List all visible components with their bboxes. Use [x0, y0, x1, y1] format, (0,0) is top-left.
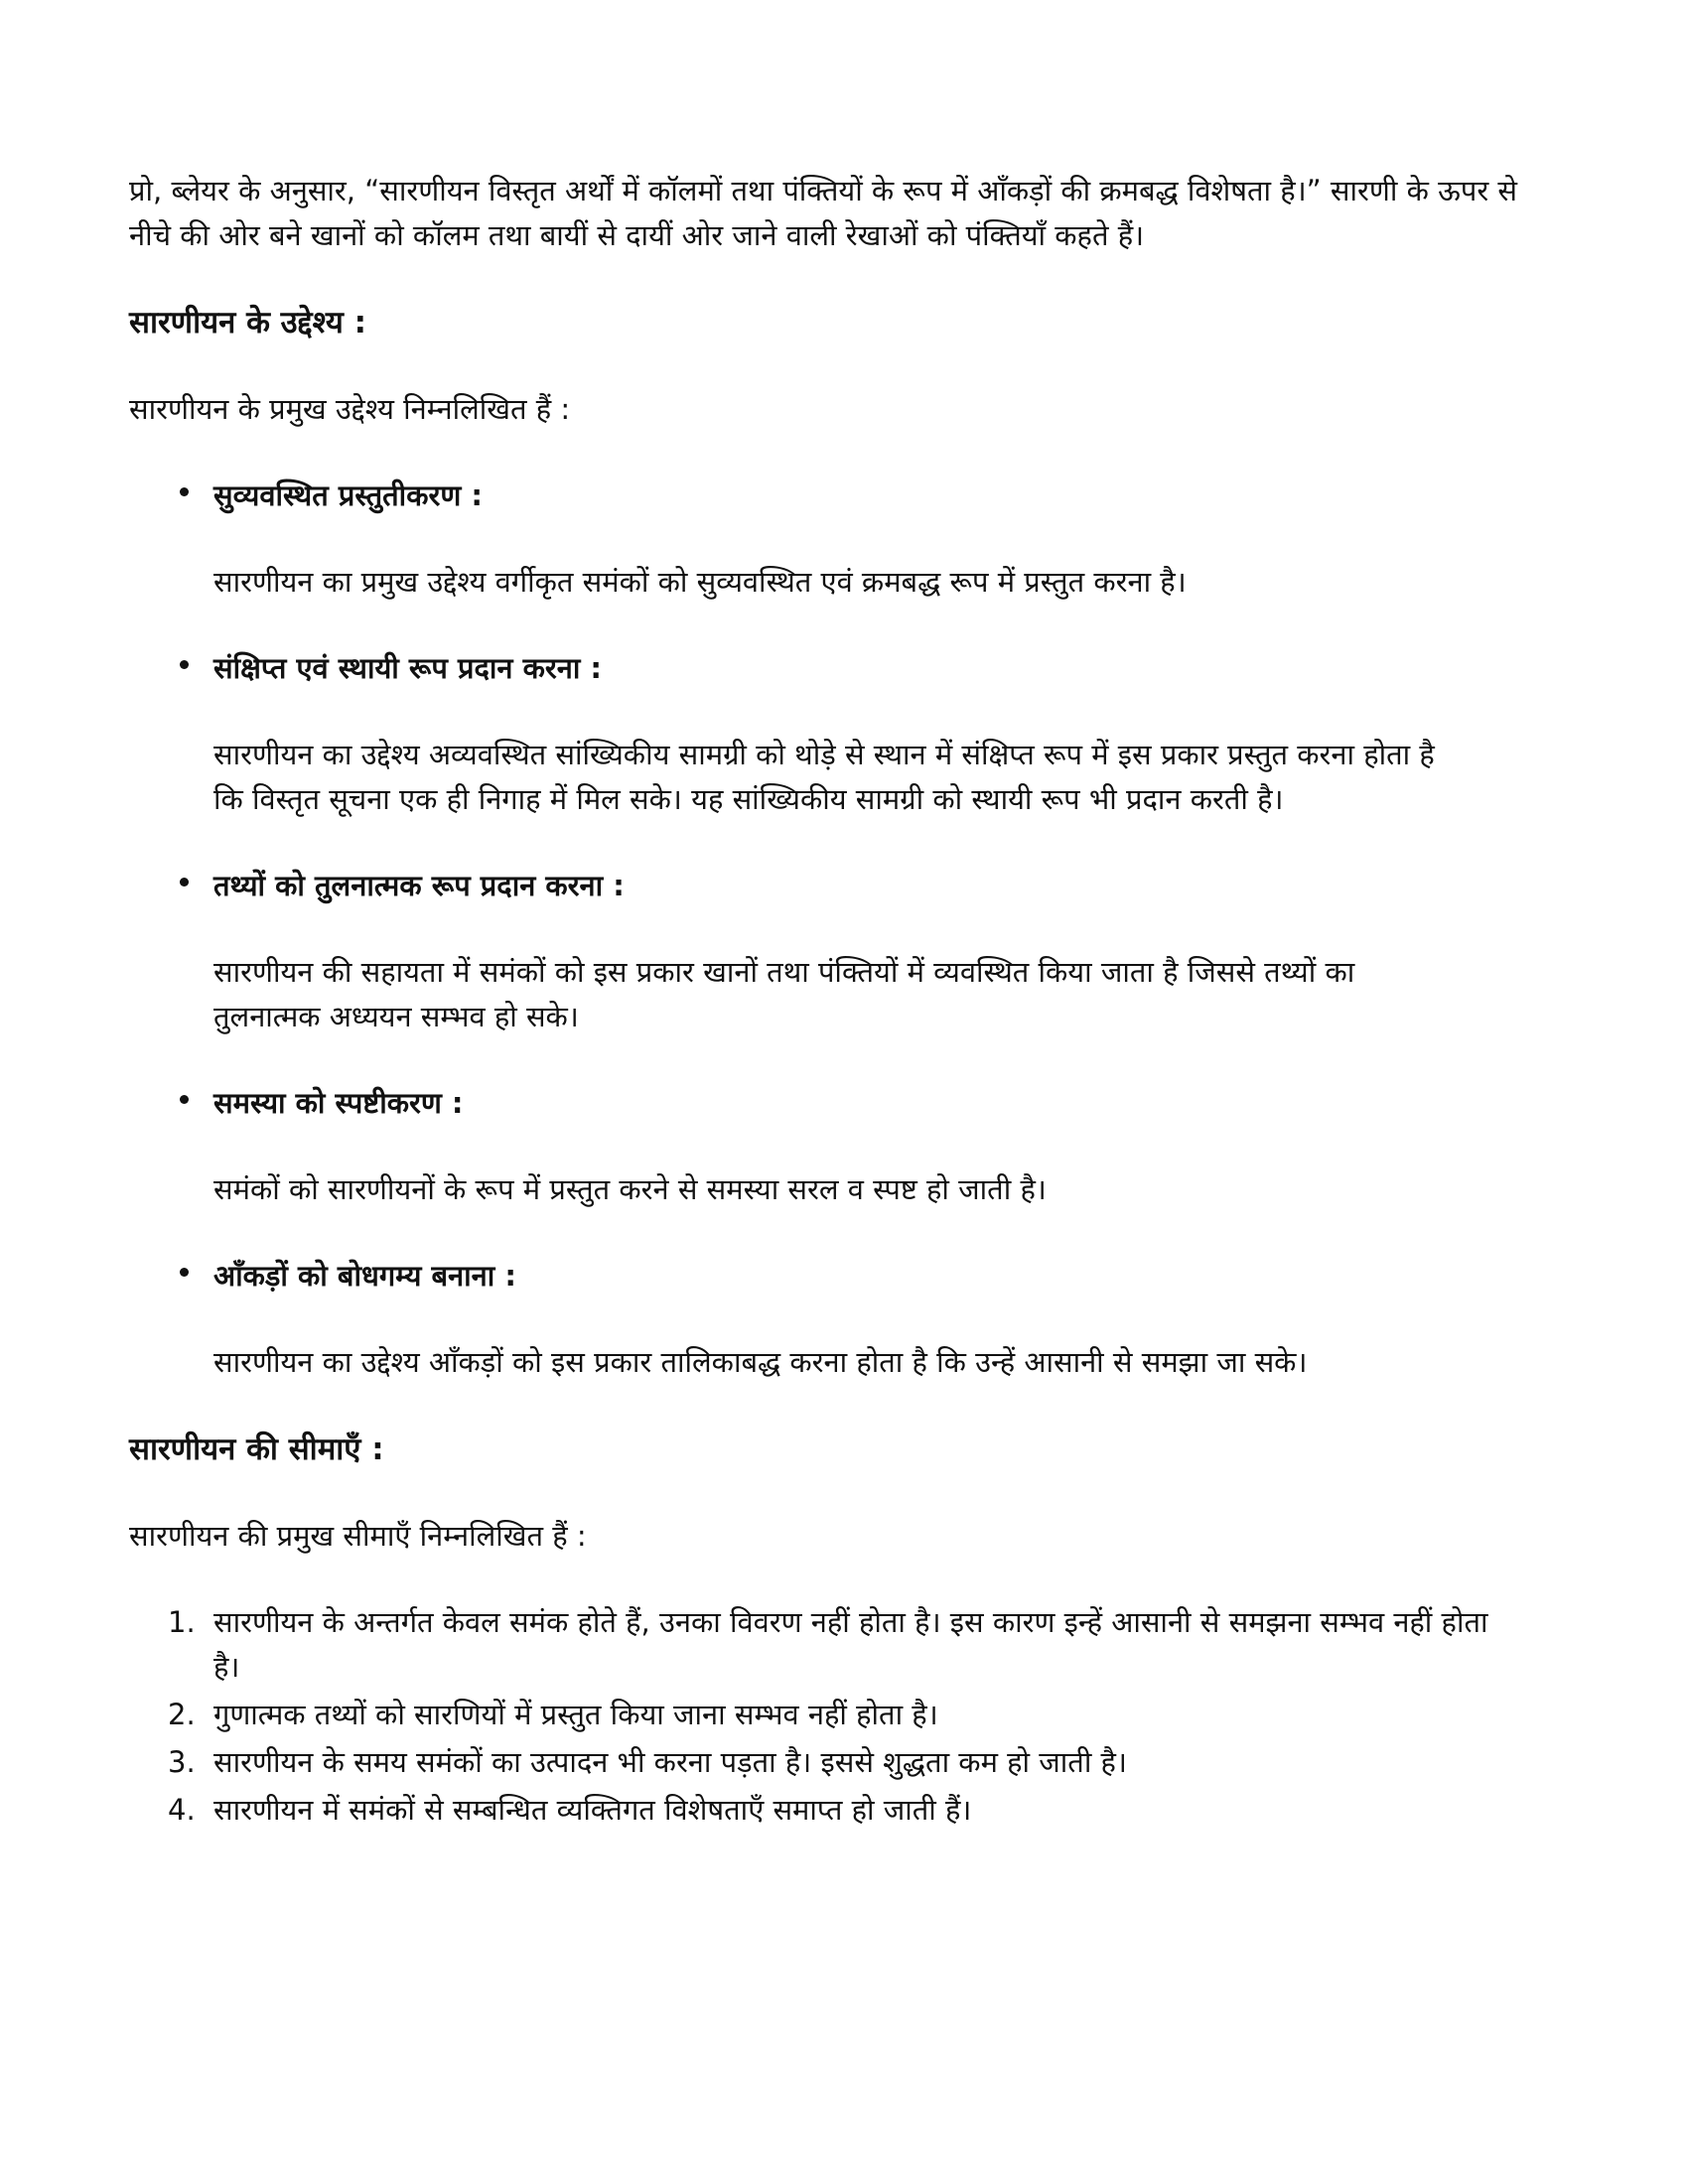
- limitations-heading: सारणीयन की सीमाएँ :: [129, 1432, 384, 1467]
- objective-item: [213, 646, 1564, 822]
- objectives-lead: सारणीयन के प्रमुख उद्देश्य निम्नलिखित हैं :: [129, 392, 571, 426]
- objective-item: [213, 474, 1564, 605]
- bullet-icon: [180, 1095, 189, 1104]
- objective-body: सारणीयन का प्रमुख उद्देश्य वर्गीकृत समंकों को सुव्यवस्थित एवं क्रमबद्ध रूप में प्रस्तुत करना है।: [213, 565, 1187, 599]
- objective-title: आँकड़ों को बोधगम्य बनाना :: [213, 1259, 516, 1293]
- limitation-item: गुणात्मक तथ्यों को सारणियों में प्रस्तुत किया जाना सम्भव नहीं होता है।: [213, 1698, 938, 1731]
- limitation-item: सारणीयन में समंकों से सम्बन्धित व्यक्तिगत विशेषताएँ समाप्त हो जाती हैं।: [213, 1793, 972, 1827]
- bullet-icon: [180, 660, 189, 669]
- limitations-lead: सारणीयन की प्रमुख सीमाएँ निम्नलिखित हैं :: [129, 1519, 587, 1553]
- objective-item: [213, 864, 1564, 1039]
- objective-body: सारणीयन का उद्देश्य अव्यवस्थित सांख्यिकीय सामग्री को थोड़े से स्थान में संक्षिप्त रूप में इस प्रकार प्रस्तुत करना होता है कि विस्तृत सूचना एक ही निगाह में मिल सके। यह सांख्यिकीय सामग्री को स्थायी रूप भी प्रदान करती है।: [213, 738, 1435, 816]
- objective-body: समंकों को सारणीयनों के रूप में प्रस्तुत करने से समस्या सरल व स्पष्ट हो जाती है।: [213, 1172, 1047, 1206]
- objective-item: [213, 1254, 1564, 1385]
- objectives-list: [129, 474, 1564, 1385]
- bullet-icon: [180, 878, 189, 887]
- objectives-heading: सारणीयन के उद्देश्य :: [129, 305, 367, 341]
- objective-title: सुव्यवस्थित प्रस्तुतीकरण :: [213, 478, 483, 512]
- objective-item: [213, 1081, 1564, 1212]
- objective-body: सारणीयन की सहायता में समंकों को इस प्रकार खानों तथा पंक्तियों में व्यवस्थित किया जाता है जिससे तथ्यों का तुलनात्मक अध्ययन सम्भव हो सके।: [213, 955, 1355, 1033]
- objective-title: समस्या को स्पष्टीकरण :: [213, 1086, 464, 1120]
- objective-title: तथ्यों को तुलनात्मक रूप प्रदान करना :: [213, 869, 625, 902]
- bullet-icon: [180, 487, 189, 496]
- limitation-item: सारणीयन के अन्तर्गत केवल समंक होते हैं, उनका विवरण नहीं होता है। इस कारण इन्हें आसानी से समझना सम्भव नहीं होता है।: [213, 1605, 1488, 1684]
- bullet-icon: [180, 1268, 189, 1277]
- intro-paragraph: प्रो, ब्लेयर के अनुसार, “सारणीयन विस्तृत अर्थों में कॉलमों तथा पंक्तियों के रूप में आँकड़ों की क्रमबद्ध विशेषता है।” सारणी के ऊपर से नीचे की ओर बने खानों को कॉलम तथा बायीं से दायीं ओर जाने वाली रेखाओं को पंक्तियाँ कहते हैं।: [129, 174, 1518, 252]
- limitations-list: [129, 1600, 1564, 1833]
- document-content: [129, 169, 1564, 1836]
- objective-body: सारणीयन का उद्देश्य आँकड़ों को इस प्रकार तालिकाबद्ध करना होता है कि उन्हें आसानी से समझा जा सके।: [213, 1345, 1308, 1379]
- objective-title: संक्षिप्त एवं स्थायी रूप प्रदान करना :: [213, 651, 603, 685]
- limitation-item: सारणीयन के समय समंकों का उत्पादन भी करना पड़ता है। इससे शुद्धता कम हो जाती है।: [213, 1745, 1127, 1779]
